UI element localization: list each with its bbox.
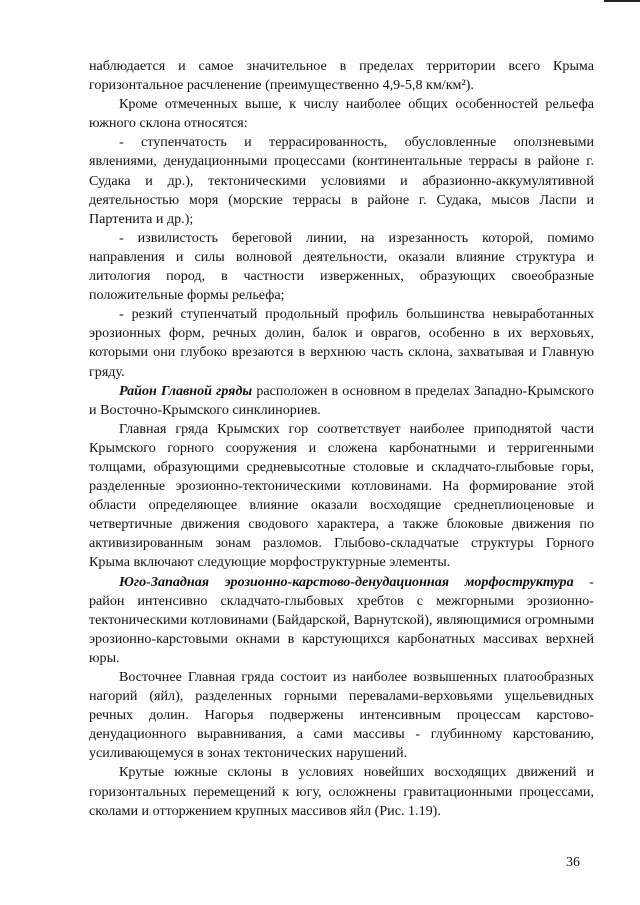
paragraph-southern-slopes bbox=[89, 763, 594, 820]
list-item-coastline bbox=[89, 229, 594, 305]
paragraph-1-text: наблюдается и самое значительное в пределах территории всего Крыма горизонтальное расчленение (преимущественно 4,9-5,8 км/км²). bbox=[89, 58, 594, 94]
main-ridge-text: Главная гряда Крымских гор соответствует наиболее приподнятой части Крымского горного сооружения и сложена карбонатными и терригенными толщами, образующими средневысотные столовые и складчато-глыбовые горы, разделенные эрозионно-тектоническими котловинами. На формирование этой области определяющее влияние оказали восходящие среднеплиоценовые и четвертичные движения сводового характера, а также блоковые движения по активизированным зонам разломов. Глыбово-складчатые структуры Горного Крыма включают следующие морфоструктурные элементы. bbox=[89, 420, 594, 571]
top-edge-mark bbox=[604, 0, 640, 2]
list-item-terraces-text: - ступенчатость и террасированность, обусловленные оползневыми явлениями, денудационными процессами (континентальные террасы в районе г. Судака и др.), тектоническими условиями и абразионно-аккумулятивной деятельностью моря (морские террасы в районе г. Судака, мысов Ласпи и Партенита и др.); bbox=[89, 134, 594, 227]
paragraph-2 bbox=[89, 95, 594, 133]
eastern-plateaus-text: Восточнее Главная гряда состоит из наиболее возвышенных платообразных нагорий (яйл), разделенных горными перевалами-верховьями ущельевидных речных долин. Нагорья подвержены интенсивным процессам карстово-денудационного выравнивания, а сами массивы - глубинному карстованию, усиливающемуся в зонах тектонических нарушений. bbox=[89, 669, 594, 762]
paragraph-main-ridge-district bbox=[89, 382, 594, 420]
paragraph-southwest-morphostructure bbox=[89, 573, 594, 668]
southwest-morphostructure-text: - район интенсивно складчато-глыбовых хребтов с межгорными эрозионно-тектоническими котловинами (Байдарской, Варнутской), являющимися огромными эрозионно-карстовыми окнами в карстующихся карбонатных массивах верхней юры. bbox=[89, 573, 594, 666]
page-text bbox=[89, 57, 594, 821]
list-item-terraces bbox=[89, 133, 594, 228]
southern-slopes-text: Крутые южные склоны в условиях новейших восходящих движений и горизонтальных перемещений к югу, осложнены гравитационными процессами, сколами и отторжением крупных массивов яйл (Рис. 1.19). bbox=[89, 764, 594, 819]
paragraph-2-text: Кроме отмеченных выше, к числу наиболее общих особенностей рельефа южного склона относятся: bbox=[89, 96, 594, 132]
main-ridge-district-text: расположен в основном в пределах Западно-Крымского и Восточно-Крымского синклинориев. bbox=[89, 382, 594, 418]
main-ridge-district-heading: Район Главной гряды bbox=[119, 382, 253, 399]
list-item-profile-text: - резкий ступенчатый продольный профиль большинства невыработанных эрозионных форм, речных долин, балок и оврагов, особенно в их верховьях, которыми они глубоко врезаются в верхнюю часть склона, захватывая и Главную гряду. bbox=[89, 306, 594, 380]
southwest-morphostructure-heading: Юго-Западная эрозионно-карстово-денудационная морфоструктура bbox=[119, 573, 574, 590]
paragraph-eastern-plateaus bbox=[89, 668, 594, 763]
list-item-profile bbox=[89, 305, 594, 381]
page-number: 36 bbox=[566, 855, 580, 870]
list-item-coastline-text: - извилистость береговой линии, на изрезанность которой, помимо направления и силы волновой деятельности, оказали влияние структура и литология пород, в частности изверженных, образующих своеобразные положительные формы рельефа; bbox=[89, 229, 594, 304]
paragraph-main-ridge bbox=[89, 420, 594, 573]
paragraph-1 bbox=[89, 57, 594, 95]
